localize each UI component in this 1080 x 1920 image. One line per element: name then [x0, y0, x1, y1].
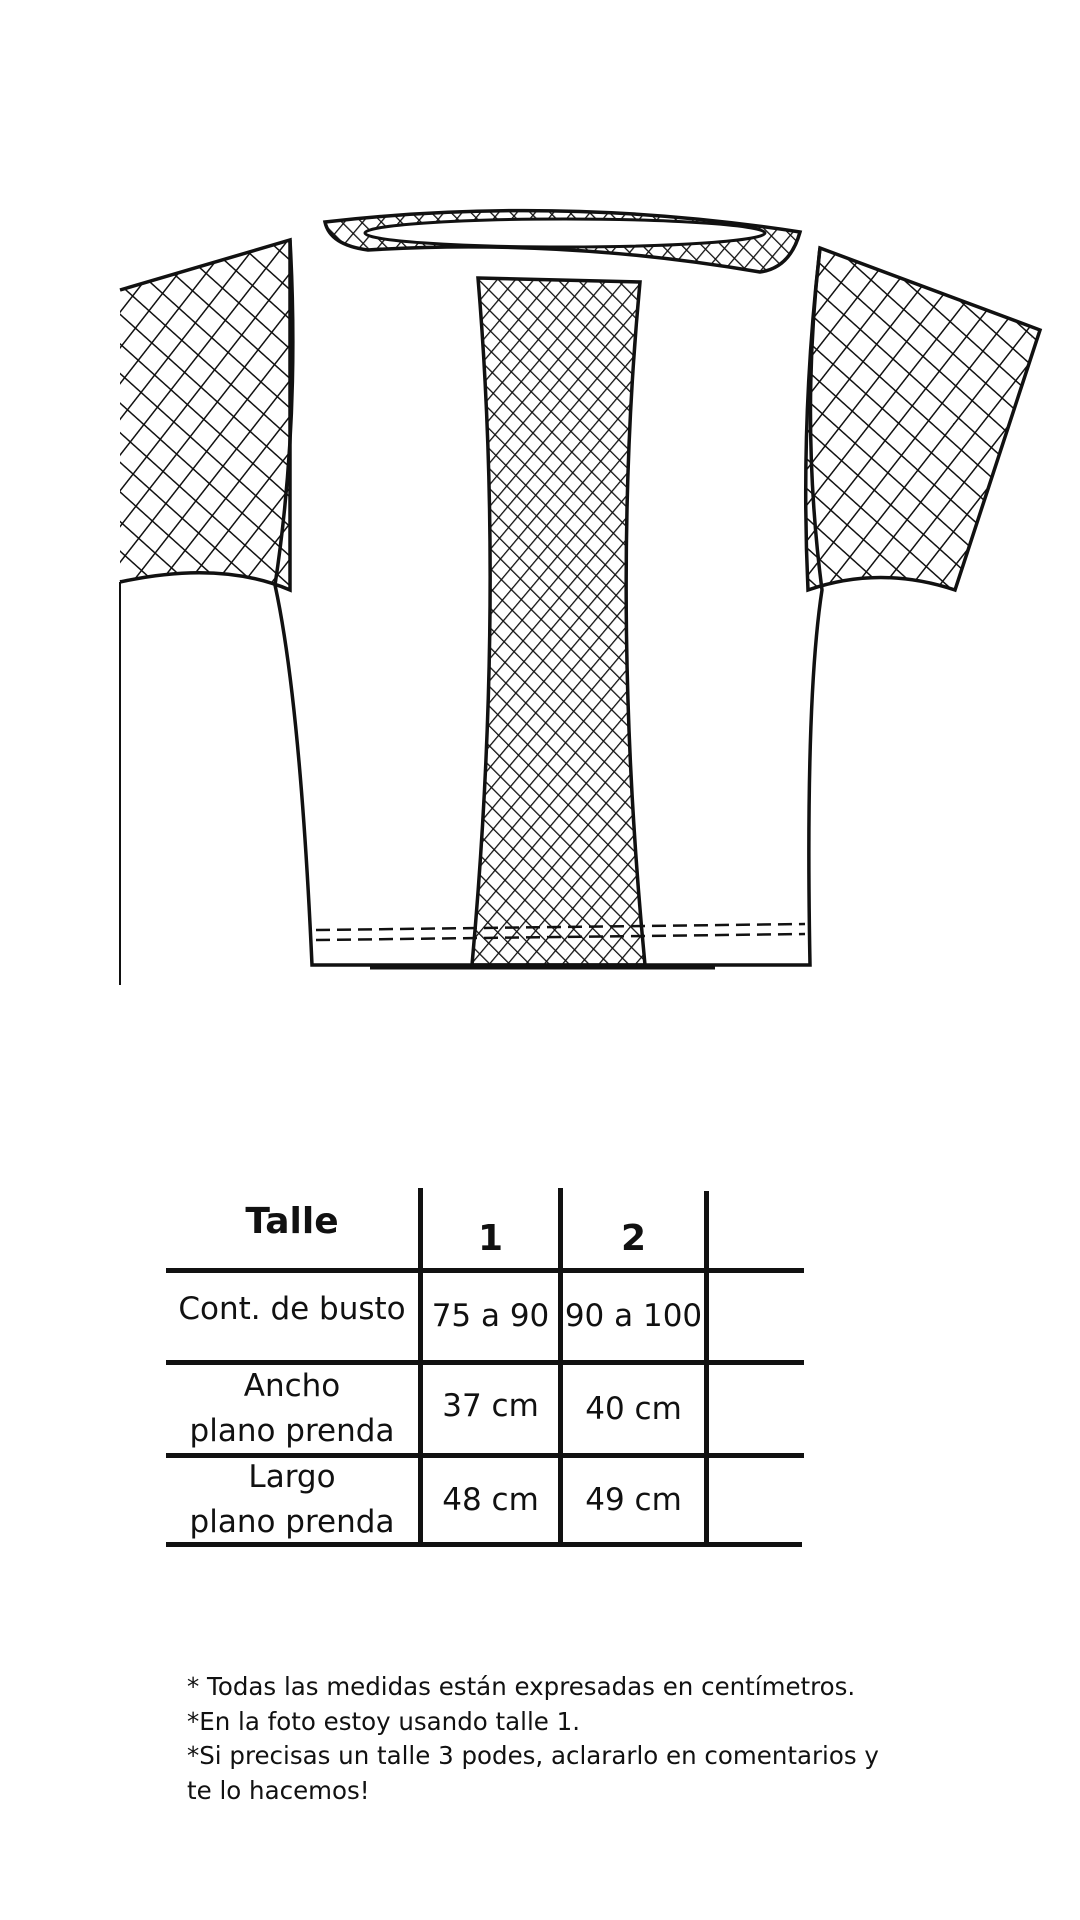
table-cell — [709, 1365, 804, 1453]
size-header-3 — [709, 1208, 804, 1268]
size-table — [166, 1188, 806, 1542]
row-label-bust: Cont. de busto — [178, 1290, 406, 1327]
right-sleeve — [806, 248, 1040, 590]
size-header-1: 1 — [477, 1217, 504, 1259]
note-line: te lo hacemos! — [187, 1775, 370, 1805]
size-notes — [187, 1670, 1067, 1808]
row-label-width: Ancho plano prenda — [189, 1368, 395, 1449]
table-cell: 40 cm — [585, 1390, 682, 1427]
size-header-2: 2 — [620, 1217, 647, 1259]
table-cell: 75 a 90 — [431, 1298, 550, 1334]
table-cell: 49 cm — [585, 1481, 682, 1518]
left-sleeve — [120, 240, 290, 590]
neckline — [325, 211, 800, 272]
note-line: *En la foto estoy usando talle 1. — [187, 1706, 581, 1736]
table-cell: 48 cm — [442, 1481, 539, 1518]
note-line: * Todas las medidas están expresadas en centímetros. — [187, 1672, 856, 1701]
header-label: Talle — [245, 1200, 339, 1242]
table-cell — [709, 1273, 804, 1360]
row-label-length: Largo plano prenda — [189, 1459, 395, 1540]
table-cell: 37 cm — [442, 1387, 539, 1424]
table-cell — [709, 1458, 804, 1542]
center-panel — [472, 278, 645, 965]
table-cell: 90 a 100 — [564, 1298, 703, 1334]
note-line: *Si precisas un talle 3 podes, aclararlo en comentarios y — [187, 1741, 879, 1770]
